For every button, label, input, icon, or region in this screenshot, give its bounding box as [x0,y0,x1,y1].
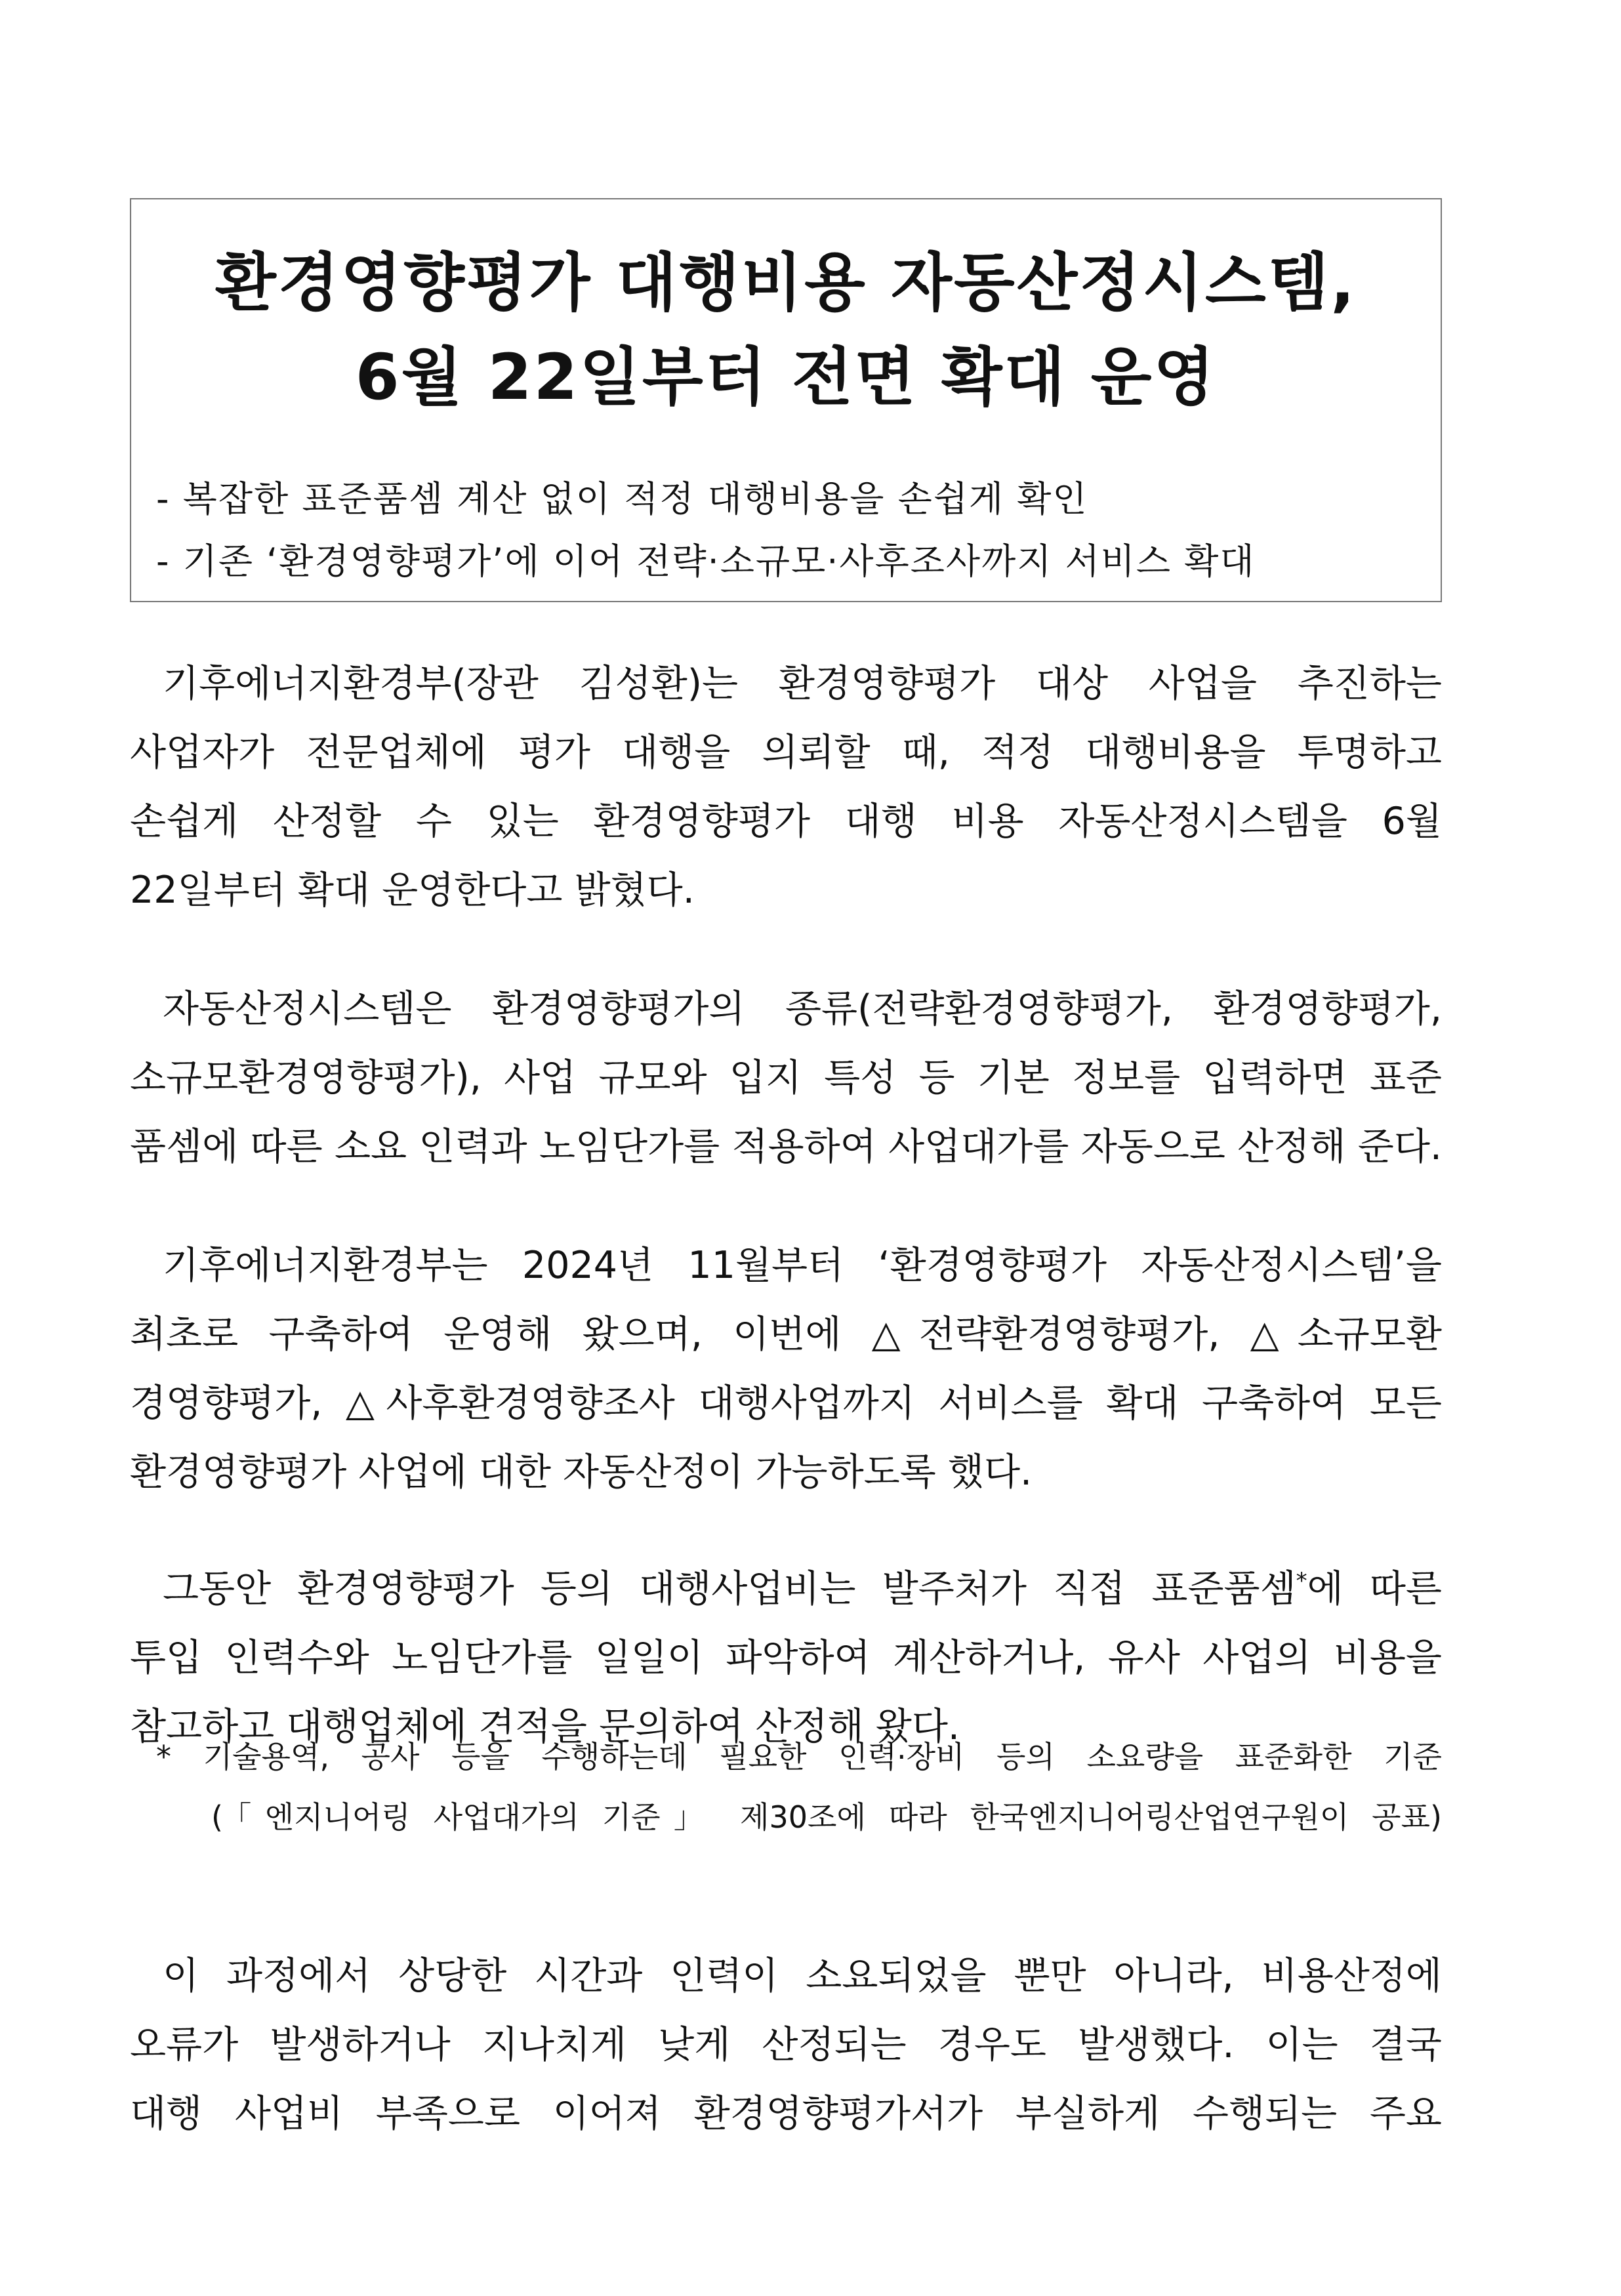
paragraph-line: 최초로 구축하여 운영해 왔으며, 이번에 △전략환경영향평가, △소규모환 [130,1313,1442,1356]
footnote-line-2: (「엔지니어링 사업대가의 기준」 제30조에 따라 한국엔지니어링산업연구원이 공표) [211,1799,1442,1835]
paragraph-line: 대행 사업비 부족으로 이어져 환경영향평가서가 부실하게 수행되는 주요 [130,2092,1442,2135]
paragraph-line: 투입 인력수와 노임단가를 일일이 파악하여 계산하거나, 유사 사업의 비용을 [130,1636,1442,1679]
subheading-2: - 기존 ‘환경영향평가’에 이어 전략·소규모·사후조사까지 서비스 확대 [156,541,1256,582]
paragraph-text: 에 따른 [1307,1567,1442,1610]
paragraph-line: 품셈에 따른 소요 인력과 노임단가를 적용하여 사업대가를 자동으로 산정해 준다. [130,1125,1442,1168]
paragraph-line: 기후에너지환경부(장관 김성환)는 환경영향평가 대상 사업을 추진하는 [163,662,1442,705]
paragraph-text: 그동안 환경영향평가 등의 대행사업비는 발주처가 직접 표준품셈 [163,1567,1296,1610]
headline-box [130,198,1442,602]
paragraph-line: 환경영향평가 사업에 대한 자동산정이 가능하도록 했다. [130,1450,1033,1494]
paragraph-line [163,1565,1442,1612]
footnote-line-1: * 기술용역, 공사 등을 수행하는데 필요한 인력·장비 등의 소요량을 표준화한 기준 [156,1739,1442,1774]
subheading-1: - 복잡한 표준품셈 계산 없이 적정 대행비용을 손쉽게 확인 [156,478,1088,520]
paragraph-line: 경영향평가, △사후환경영향조사 대행사업까지 서비스를 확대 구축하여 모든 [130,1382,1442,1425]
paragraph-line: 기후에너지환경부는 2024년 11월부터 ‘환경영향평가 자동산정시스템’을 [163,1244,1442,1287]
paragraph-line: 22일부터 확대 운영한다고 밝혔다. [130,869,695,912]
paragraph-line: 사업자가 전문업체에 평가 대행을 의뢰할 때, 적정 대행비용을 투명하고 [130,731,1442,774]
paragraph-line: 손쉽게 산정할 수 있는 환경영향평가 대행 비용 자동산정시스템을 6월 [130,800,1442,843]
headline-line-2: 6월 22일부터 전면 확대 운영 [355,340,1217,414]
paragraph-line: 오류가 발생하거나 지나치게 낮게 산정되는 경우도 발생했다. 이는 결국 [130,2023,1442,2066]
paragraph-line: 소규모환경영향평가), 사업 규모와 입지 특성 등 기본 정보를 입력하면 표준 [130,1056,1442,1099]
paragraph-line: 이 과정에서 상당한 시간과 인력이 소요되었을 뿐만 아니라, 비용산정에 [163,1954,1442,1998]
paragraph-line: 참고하고 대행업체에 견적을 문의하여 산정해 왔다. [130,1705,960,1748]
headline-line-1: 환경영향평가 대행비용 자동산정시스템, [215,246,1357,319]
paragraph-line: 자동산정시스템은 환경영향평가의 종류(전략환경영향평가, 환경영향평가, [163,987,1442,1031]
footnote-marker: * [1296,1568,1307,1594]
